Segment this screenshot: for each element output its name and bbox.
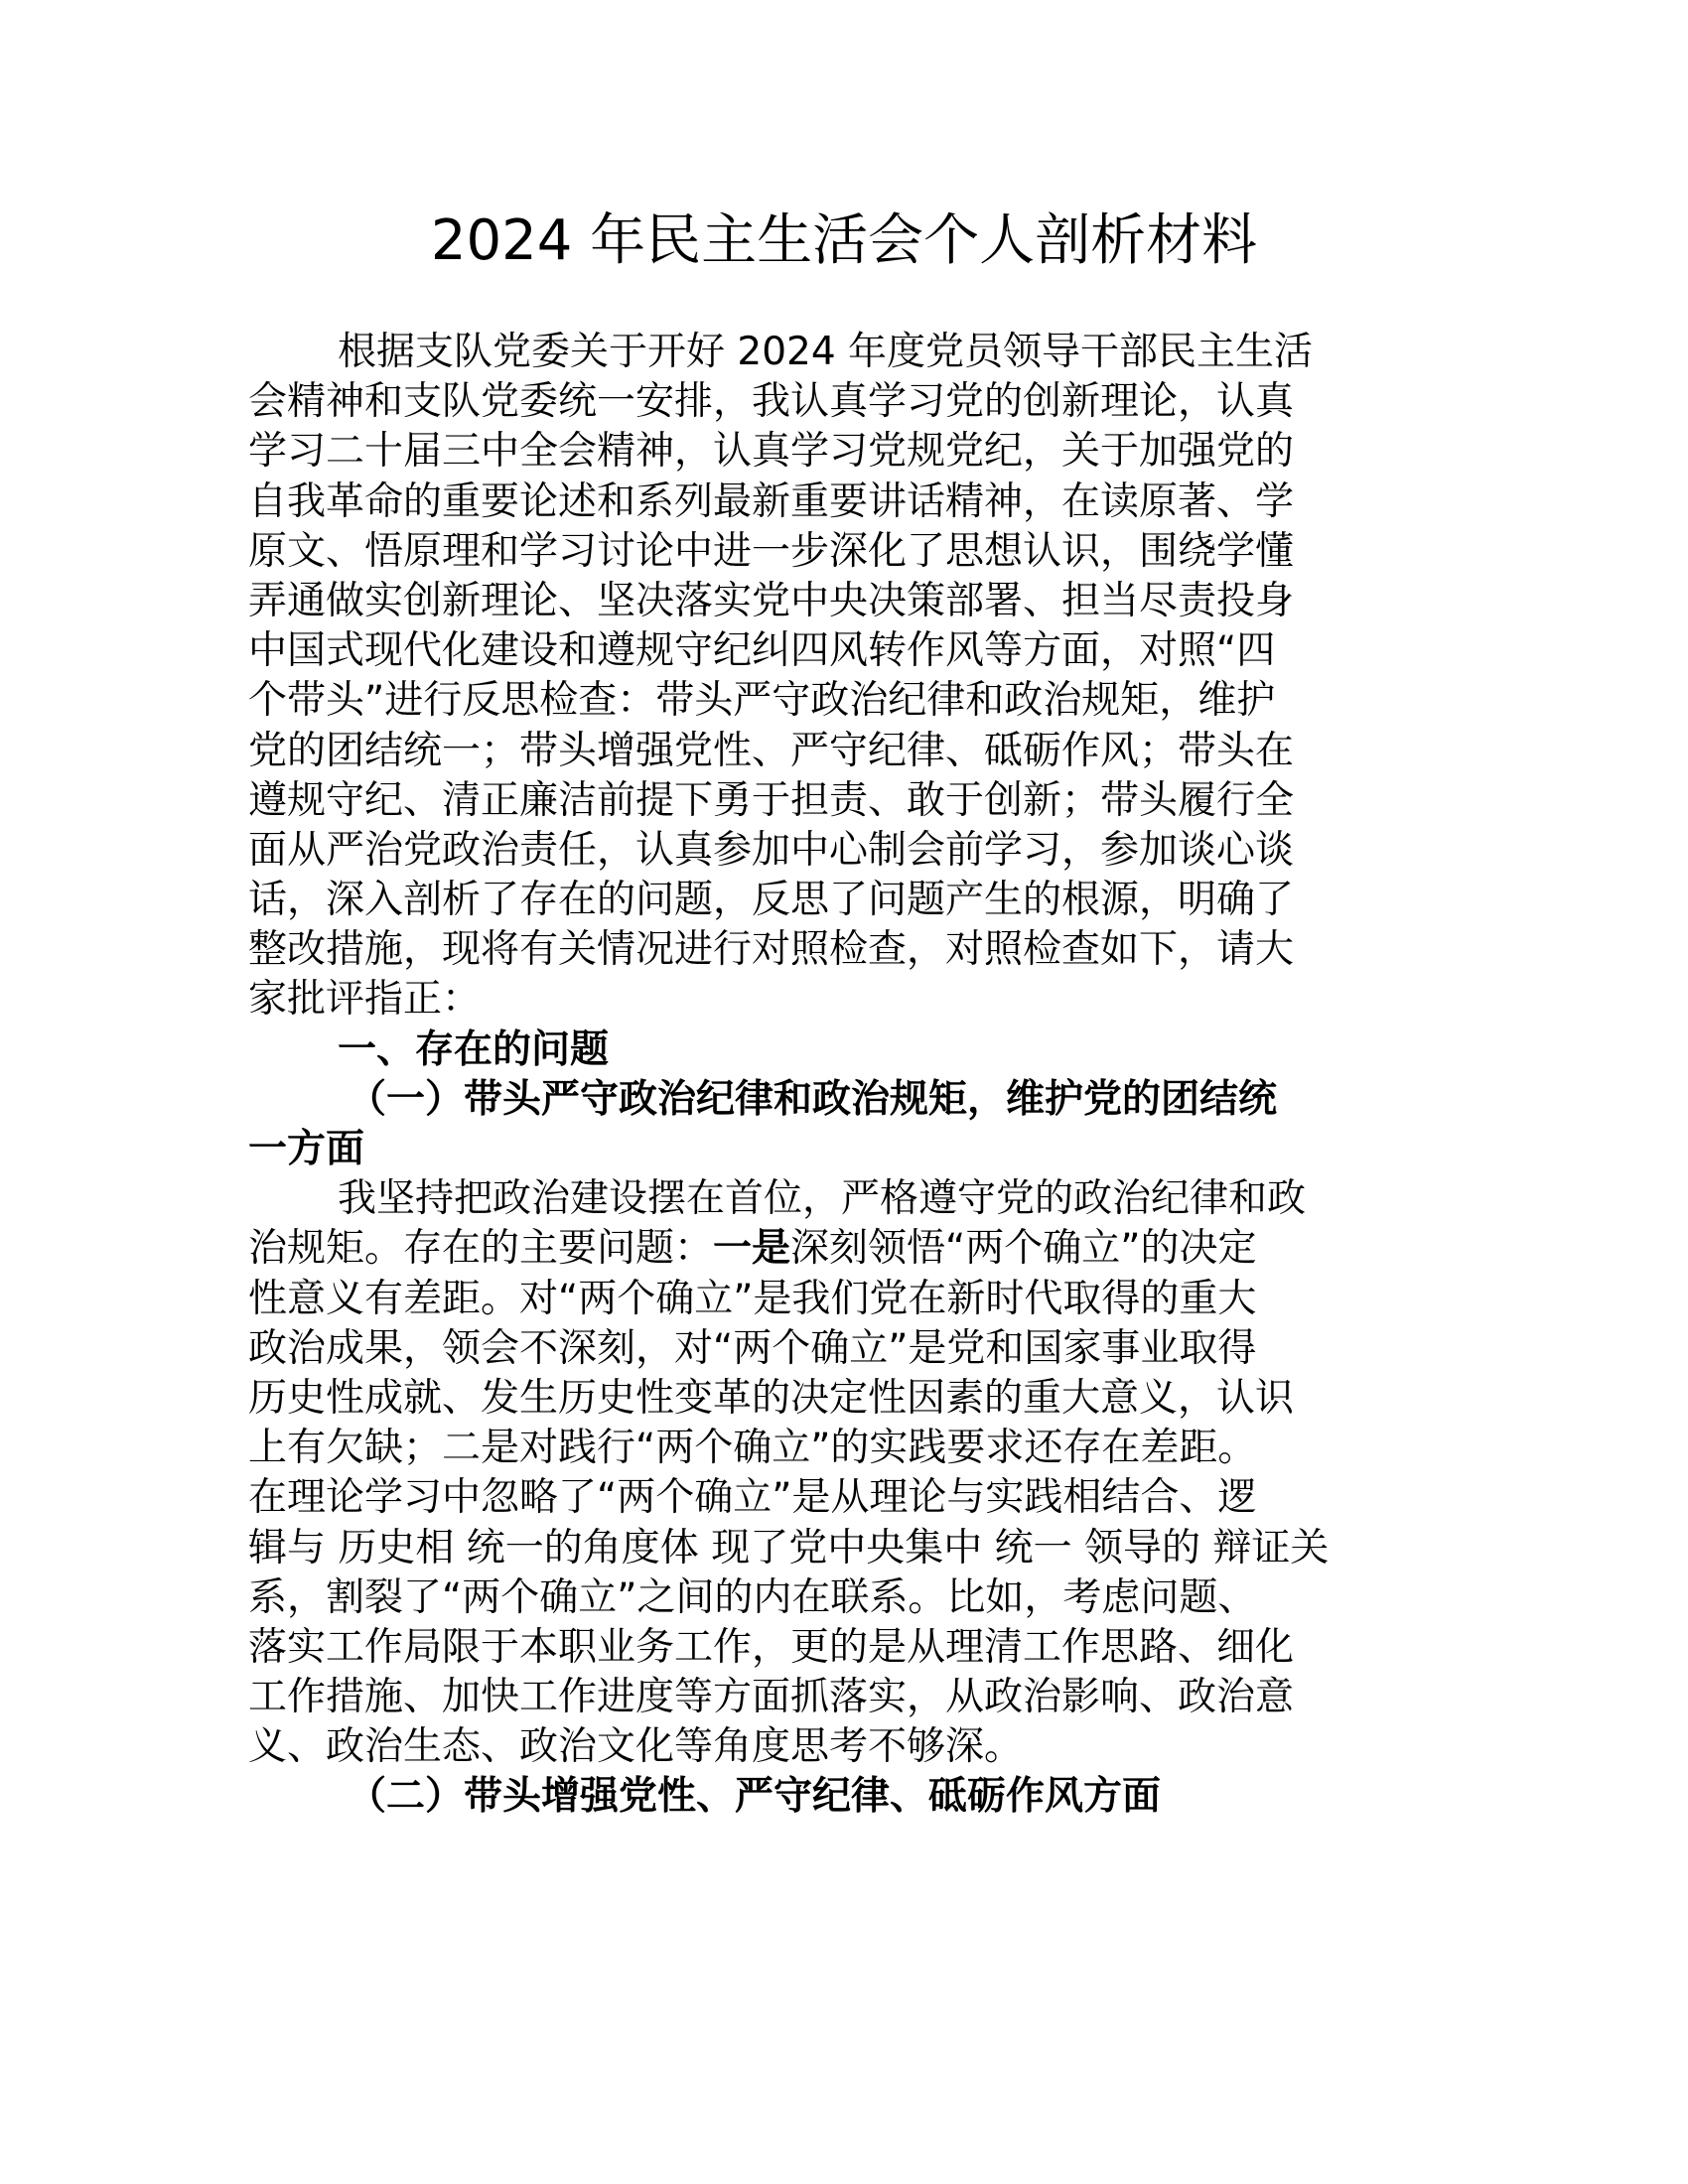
intro-line: 党的团结统一；带头增强党性、严守纪律、砥砺作风；带头在 [248, 728, 1295, 773]
para-line: 政治成果，领会不深刻，对“两个确立”是党和国家事业取得 [248, 1325, 1257, 1371]
intro-line: 会精神和支队党委统一安排，我认真学习党的创新理论，认真 [248, 379, 1295, 425]
subsection-2-heading: （二）带头增强党性、严守纪律、砥砺作风方面 [348, 1774, 1162, 1820]
subsection-1-paragraph [248, 1174, 1440, 1772]
para-line [248, 1224, 1440, 1274]
para-line: 落实工作局限于本职业务工作，更的是从理清工作思路、细化 [248, 1624, 1295, 1670]
intro-line: 话，深入剖析了存在的问题，反思了问题产生的根源，明确了 [248, 878, 1295, 923]
intro-paragraph [248, 328, 1440, 1025]
intro-line: 面从严治党政治责任，认真参加中心制会前学习，参加谈心谈 [248, 827, 1295, 873]
document-body [248, 328, 1440, 1823]
para-line: 辑与 历史相 统一的角度体 现了党中央集中 统一 领导的 辩证关 [248, 1525, 1330, 1570]
para-text: 治规矩。存在的主要问题： [248, 1226, 714, 1272]
intro-line: 整改措施，现将有关情况进行对照检查，对照检查如下，请大 [248, 927, 1295, 973]
emphasis-first-point: 一是 [713, 1226, 791, 1272]
para-text: 深刻领悟“两个确立”的决定 [790, 1226, 1257, 1272]
document-title: 2024 年民主生活会个人剖析材料 [430, 208, 1258, 273]
para-line: 工作措施、加快工作进度等方面抓落实，从政治影响、政治意 [248, 1675, 1295, 1720]
para-line: 在理论学习中忽略了“两个确立”是从理论与实践相结合、逻 [248, 1475, 1257, 1521]
section-heading-problems: 一、存在的问题 [338, 1026, 610, 1072]
para-line: 历史性成就、发生历史性变革的决定性因素的重大意义，认识 [248, 1375, 1295, 1421]
para-line: 性意义有差距。对“两个确立”是我们党在新时代取得的重大 [248, 1276, 1257, 1321]
intro-line: 原文、悟原理和学习讨论中进一步深化了思想认识，围绕学懂 [248, 528, 1295, 574]
intro-line: 个带头”进行反思检查：带头严守政治纪律和政治规矩，维护 [248, 678, 1276, 724]
intro-line: 弄通做实创新理论、坚决落实党中央决策部署、担当尽责投身 [248, 578, 1295, 623]
subsection-1-heading [248, 1075, 1440, 1174]
intro-line: 中国式现代化建设和遵规守纪纠四风转作风等方面，对照“四 [248, 628, 1276, 674]
para-line: 上有欠缺；二是对践行“两个确立”的实践要求还存在差距。 [248, 1426, 1257, 1471]
para-line: 系，割裂了“两个确立”之间的内在联系。比如，考虑问题、 [248, 1574, 1257, 1620]
intro-line: 家批评指正： [248, 977, 482, 1023]
subsection-heading-line: （一）带头严守政治纪律和政治规矩，维护党的团结统 [348, 1076, 1278, 1122]
intro-line: 根据支队党委关于开好 2024 年度党员领导干部民主生活 [338, 330, 1314, 374]
intro-line: 遵规守纪、清正廉洁前提下勇于担责、敢于创新；带头履行全 [248, 777, 1295, 823]
para-line: 义、政治生态、政治文化等角度思考不够深。 [248, 1724, 1024, 1770]
para-line: 我坚持把政治建设摆在首位，严格遵守党的政治纪律和政 [338, 1176, 1307, 1222]
intro-line: 学习二十届三中全会精神，认真学习党规党纪，关于加强党的 [248, 429, 1295, 475]
subsection-heading-line: 一方面 [248, 1127, 365, 1171]
intro-line: 自我革命的重要论述和系列最新重要讲话精神，在读原著、学 [248, 478, 1295, 524]
